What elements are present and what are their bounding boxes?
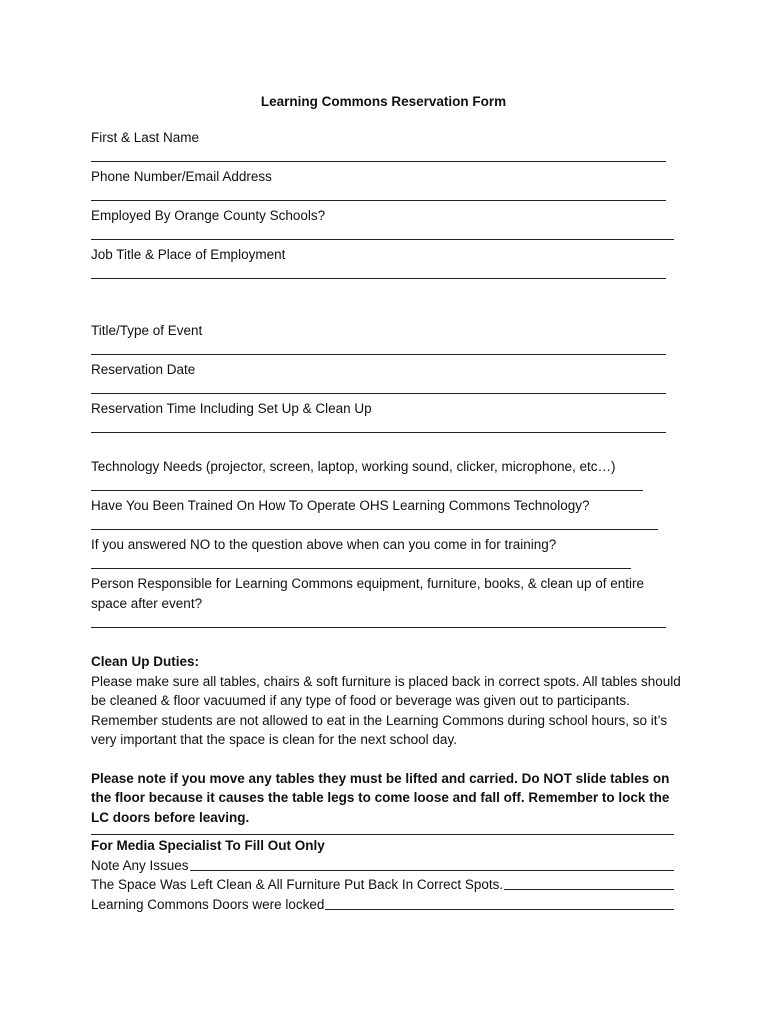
time-label: Reservation Time Including Set Up & Clean Up	[91, 401, 372, 416]
employed-label: Employed By Orange County Schools?	[91, 208, 326, 223]
issues-line[interactable]	[190, 856, 674, 871]
contact-label: Phone Number/Email Address	[91, 169, 272, 184]
trained-label: Have You Been Trained On How To Operate OHS Learning Commons Technology?	[91, 498, 590, 513]
date-label: Reservation Date	[91, 362, 196, 377]
locked-row[interactable]	[91, 895, 674, 915]
issues-label: Note Any Issues	[91, 857, 189, 873]
spacer	[91, 438, 681, 457]
name-label: First & Last Name	[91, 130, 200, 145]
name-line[interactable]	[91, 160, 666, 162]
event-title-label: Title/Type of Event	[91, 323, 203, 338]
training-when-line[interactable]	[91, 567, 631, 569]
locked-line[interactable]	[325, 895, 674, 910]
cleanup-heading: Clean Up Duties:	[91, 654, 200, 669]
time-line[interactable]	[91, 431, 666, 433]
technology-label: Technology Needs (projector, screen, laptop, working sound, clicker, microphone, etc…)	[91, 459, 616, 474]
spacer	[91, 750, 681, 769]
notice-text: Please note if you move any tables they must be lifted and carried. Do NOT slide tables on the floor because it causes the table legs to come loose and fall off. Remember to lock the LC doors before leaving.	[91, 770, 670, 825]
trained-line[interactable]	[91, 528, 658, 530]
date-line[interactable]	[91, 392, 666, 394]
job-line[interactable]	[91, 277, 666, 279]
clean-label: The Space Was Left Clean & All Furniture Put Back In Correct Spots.	[91, 877, 504, 892]
notice-divider	[91, 833, 674, 835]
locked-label: Learning Commons Doors were locked	[91, 896, 325, 912]
issues-row[interactable]	[91, 856, 674, 876]
form-title: Learning Commons Reservation Form	[260, 94, 507, 109]
responsible-label: Person Responsible for Learning Commons equipment, furniture, books, & clean up of entire space after event?	[91, 576, 645, 611]
spacer	[91, 284, 681, 321]
contact-line[interactable]	[91, 199, 666, 201]
responsible-line[interactable]	[91, 626, 666, 628]
training-when-label: If you answered NO to the question above when can you come in for training?	[91, 537, 557, 552]
spacer	[91, 633, 681, 652]
employed-line[interactable]	[91, 238, 674, 240]
event-title-line[interactable]	[91, 353, 666, 355]
clean-row[interactable]	[91, 875, 674, 895]
clean-line[interactable]	[504, 875, 674, 890]
form-page	[91, 94, 681, 914]
technology-line[interactable]	[91, 489, 643, 491]
job-label: Job Title & Place of Employment	[91, 247, 286, 262]
cleanup-body: Please make sure all tables, chairs & soft furniture is placed back in correct spots. All tables should be cleaned & floor vacuumed if any type of food or beverage was given out to participants. Remember students are not allowed to eat in the Learning Commons during school hours, so it’s very important that the space is clean for the next school day.	[91, 673, 681, 747]
media-heading: For Media Specialist To Fill Out Only	[91, 838, 325, 853]
